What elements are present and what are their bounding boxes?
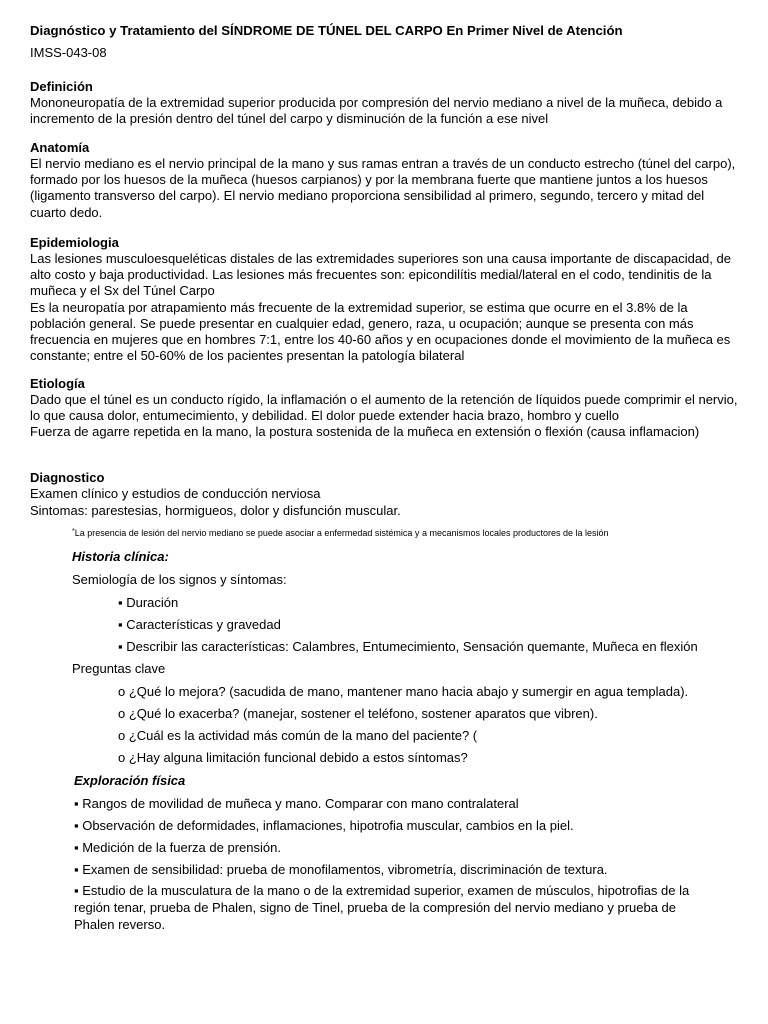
section-etiologia [30,376,742,441]
semiologia-bullet: ▪ Duración [118,595,179,610]
diagnostico-footnote [72,528,609,538]
question-item: o ¿Qué lo mejora? (sacudida de mano, mantener mano hacia abajo y sumergir en agua templada). [118,684,689,699]
footnote-text: La presencia de lesión del nervio mediano se puede asociar a enfermedad sistémica y a mecanismos locales productores de la lesión [74,528,609,538]
section-definicion [30,79,742,127]
semiologia-label: Semiología de los signos y síntomas: [72,572,287,587]
exploracion-item: ▪ Observación de deformidades, inflamaciones, hipotrofia muscular, cambios en la piel. [74,818,574,833]
footnote-mark: * [72,528,75,535]
exploracion-item: ▪ Estudio de la musculatura de la mano o de la extremidad superior, examen de músculos, hipotrofias de la región tenar, prueba de Phalen, signo de Tinel, prueba de la compresión del nervio mediano y prueba de Phalen reverso. [74,883,690,932]
exploracion-item: ▪ Medición de la fuerza de prensión. [74,840,281,855]
question-item: o ¿Qué lo exacerba? (manejar, sostener el teléfono, sostener aparatos que vibren). [118,706,598,721]
etiologia-text-1: Dado que el túnel es un conducto rígido, la inflamación o el aumento de la retención de líquidos puede comprimir el nervio, lo que causa dolor, entumecimiento, y debilidad. El dolor puede extender hacia brazo, hombro y cuello [30,392,738,424]
definicion-heading: Definición [30,79,93,94]
diagnostico-line-2: Sintomas: parestesias, hormigueos, dolor y disfunción muscular. [30,503,401,519]
semiologia-bullet: ▪ Características y gravedad [118,617,281,632]
exploracion-item: ▪ Rangos de movilidad de muñeca y mano. Comparar con mano contralateral [74,796,519,811]
definicion-text: Mononeuropatía de la extremidad superior producida por compresión del nervio mediano a nivel de la muñeca, debido a incremento de la presión dentro del túnel del carpo y disminución de la función a ese nivel [30,95,723,127]
etiologia-heading: Etiología [30,376,85,391]
document-code: IMSS-043-08 [30,45,107,60]
section-diagnostico [30,470,742,519]
question-item: o ¿Hay alguna limitación funcional debido a estos síntomas? [118,750,468,765]
question-item: o ¿Cuál es la actividad más común de la mano del paciente? ( [118,728,478,743]
diagnostico-heading: Diagnostico [30,470,105,485]
exploracion-item: ▪ Examen de sensibilidad: prueba de monofilamentos, vibrometría, discriminación de textura. [74,862,608,877]
exploracion-heading: Exploración física [74,773,186,788]
anatomia-heading: Anatomía [30,140,90,155]
epidemiologia-text-1: Las lesiones musculoesqueléticas distales de las extremidades superiores son una causa importante de discapacidad, de alto costo y baja productividad. Las lesiones más frecuentes son: epicondilítis medial/lateral en el codo, tendinitis de la muñeca y el Sx del Túnel Carpo [30,251,731,299]
epidemiologia-heading: Epidemiologia [30,235,119,250]
preguntas-label: Preguntas clave [72,661,166,676]
anatomia-text: El nervio mediano es el nervio principal de la mano y sus ramas entran a través de un conducto estrecho (túnel del carpo), formado por los huesos de la muñeca (huesos carpianos) y por la membrana fuerte que mantiene juntos a los huesos (ligamento transverso del carpo). El nervio mediano proporciona sensibilidad al primero, segundo, tercero y mitad del cuarto dedo. [30,156,736,220]
historia-heading: Historia clínica: [72,549,169,564]
section-anatomia [30,140,742,221]
semiologia-bullet: ▪ Describir las características: Calambres, Entumecimiento, Sensación quemante, Muñeca en flexión [118,639,698,654]
epidemiologia-text-2: Es la neuropatía por atrapamiento más frecuente de la extremidad superior, se estima que ocurre en el 3.8% de la población general. Se puede presentar en cualquier edad, genero, raza, u ocupación; aunque se presenta con más frecuencia en mujeres que en hombres 7:1, entre los 40-60 años y en ocupaciones donde el movimiento de la muñeca es constante; entre el 50-60% de los pacientes presentan la patología bilateral [30,299,731,364]
document-title: Diagnóstico y Tratamiento del SÍNDROME DE TÚNEL DEL CARPO En Primer Nivel de Atención [30,23,623,38]
diagnostico-line-1: Examen clínico y estudios de conducción nerviosa [30,486,321,501]
etiologia-text-2: Fuerza de agarre repetida en la mano, la postura sostenida de la muñeca en extensión o flexión (causa inflamacion) [30,424,700,440]
section-epidemiologia [30,235,742,364]
